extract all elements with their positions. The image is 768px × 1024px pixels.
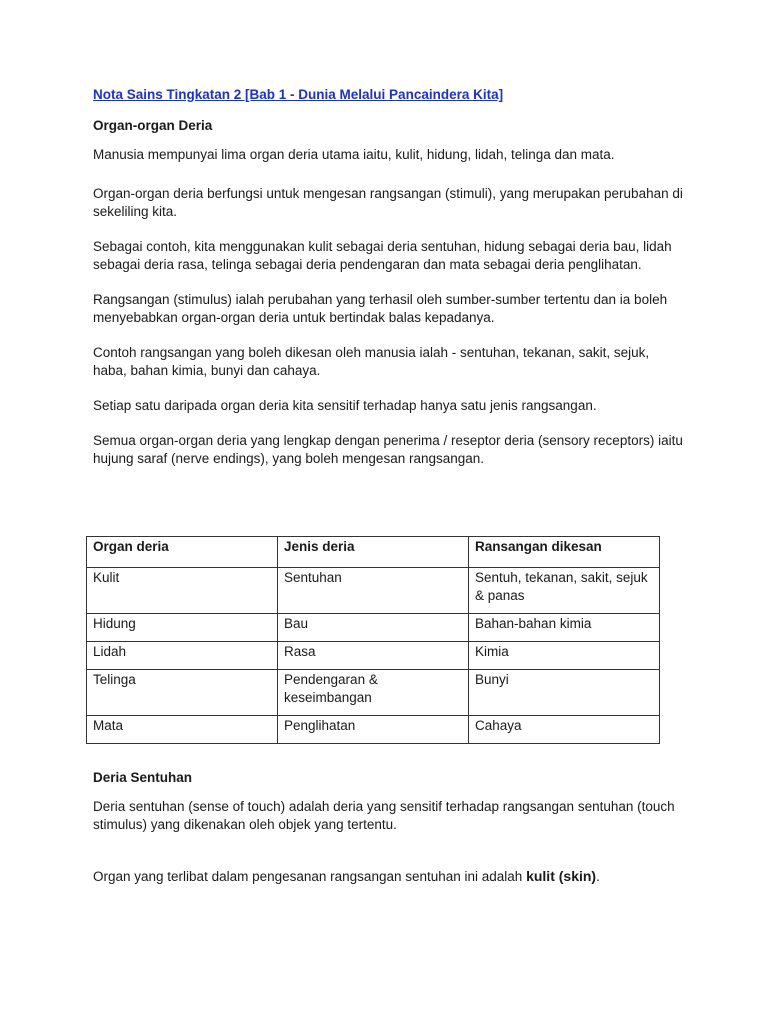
document-body: [93, 86, 683, 468]
table-row: [87, 568, 660, 614]
bold-term: kulit (skin): [526, 868, 597, 884]
paragraph: Organ-organ deria berfungsi untuk mengesan rangsangan (stimuli), yang merupakan perubahan di sekeliling kita.: [93, 186, 683, 219]
section-heading-deria-sentuhan: Deria Sentuhan: [93, 770, 193, 785]
paragraph: Manusia mempunyai lima organ deria utama iaitu, kulit, hidung, lidah, telinga dan mata.: [93, 147, 615, 162]
table-row: [87, 614, 660, 642]
table-header-cell: Ransangan dikesan: [469, 537, 660, 568]
table-cell: Sentuhan: [278, 568, 469, 614]
paragraph: Semua organ-organ deria yang lengkap dengan penerima / reseptor deria (sensory receptors) iaitu hujung saraf (nerve endings), yang boleh mengesan rangsangan.: [93, 433, 683, 466]
table-cell: Kimia: [469, 642, 660, 670]
table-header-row: [87, 537, 660, 568]
section-heading-organ-deria: Organ-organ Deria: [93, 118, 213, 133]
table-row: [87, 716, 660, 744]
table-cell: Pendengaran & keseimbangan: [278, 670, 469, 716]
table-cell: Telinga: [87, 670, 278, 716]
paragraph: Sebagai contoh, kita menggunakan kulit sebagai deria sentuhan, hidung sebagai deria bau, lidah sebagai deria rasa, telinga sebagai deria pendengaran dan mata sebagai deria penglihatan.: [93, 239, 672, 272]
table-header-cell: Organ deria: [87, 537, 278, 568]
table-row: [87, 670, 660, 716]
table-cell: Cahaya: [469, 716, 660, 744]
paragraph-text: .: [596, 869, 600, 884]
paragraph-skin: [93, 867, 683, 886]
paragraph: Contoh rangsangan yang boleh dikesan oleh manusia ialah - sentuhan, tekanan, sakit, sejuk, haba, bahan kimia, bunyi dan cahaya.: [93, 345, 650, 378]
sense-organ-table: [86, 536, 660, 744]
table-cell: Sentuh, tekanan, sakit, sejuk & panas: [469, 568, 660, 614]
table-header-cell: Jenis deria: [278, 537, 469, 568]
table-row: [87, 642, 660, 670]
paragraph: Deria sentuhan (sense of touch) adalah deria yang sensitif terhadap rangsangan sentuhan (touch stimulus) yang dikenakan oleh objek yang tertentu.: [93, 799, 675, 832]
table-cell: Hidung: [87, 614, 278, 642]
table-cell: Penglihatan: [278, 716, 469, 744]
table-cell: Bahan-bahan kimia: [469, 614, 660, 642]
table-cell: Rasa: [278, 642, 469, 670]
table-cell: Lidah: [87, 642, 278, 670]
paragraph-text: Organ yang terlibat dalam pengesanan rangsangan sentuhan ini adalah: [93, 869, 527, 884]
paragraph: Setiap satu daripada organ deria kita sensitif terhadap hanya satu jenis rangsangan.: [93, 398, 597, 413]
table-cell: Bunyi: [469, 670, 660, 716]
title-link[interactable]: Nota Sains Tingkatan 2 [Bab 1 - Dunia Melalui Pancaindera Kita]: [93, 87, 504, 102]
section-deria-sentuhan: [93, 769, 683, 886]
table-cell: Kulit: [87, 568, 278, 614]
table-cell: Mata: [87, 716, 278, 744]
table-cell: Bau: [278, 614, 469, 642]
paragraph: Rangsangan (stimulus) ialah perubahan yang terhasil oleh sumber-sumber tertentu dan ia boleh menyebabkan organ-organ deria untuk bertindak balas kepadanya.: [93, 292, 668, 325]
